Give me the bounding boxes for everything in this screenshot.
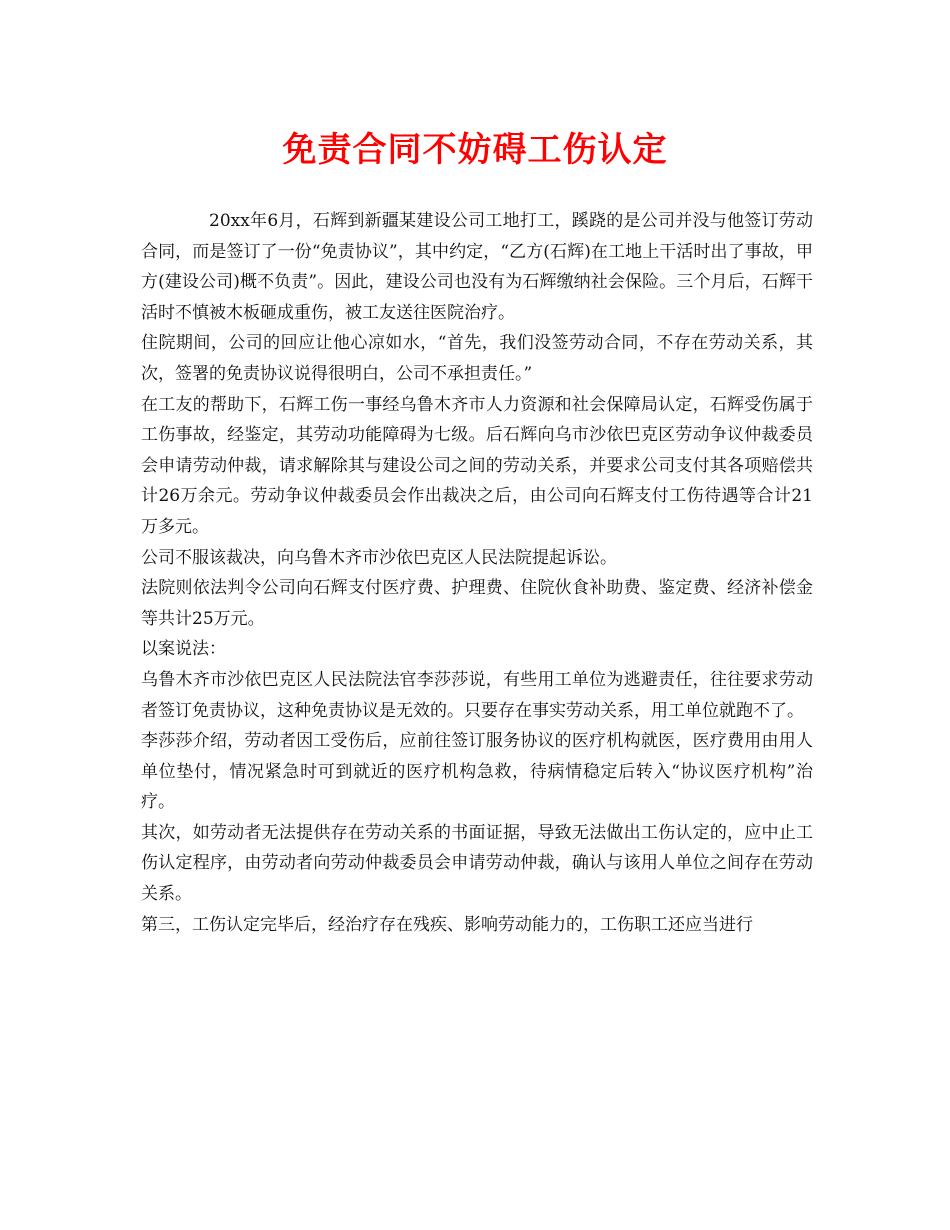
section-heading: 以案说法： [141,639,226,660]
document-title: 免责合同不妨碍工伤认定 [282,130,668,170]
paragraph: 第三，工伤认定完毕后，经治疗存在残疾、影响劳动能力的，工伤职工还应当进行 [141,914,753,935]
paragraph: 乌鲁木齐市沙依巴克区人民法院法官李莎莎说，有些用工单位为逃避责任，往往要求劳动者签订免责协议，这种免责协议是无效的。只要存在事实劳动关系，用工单位就跑不了。 [141,669,813,721]
paragraph: 其次，如劳动者无法提供存在劳动关系的书面证据，导致无法做出工伤认定的，应中止工伤认定程序，由劳动者向劳动仲裁委员会申请劳动仲裁，确认与该用人单位之间存在劳动关系。 [141,822,813,905]
document-body [141,206,813,940]
paragraph: 法院则依法判令公司向石辉支付医疗费、护理费、住院伙食补助费、鉴定费、经济补偿金等共计25万元。 [141,578,813,629]
paragraph: 李莎莎介绍，劳动者因工受伤后，应前往签订服务协议的医疗机构就医，医疗费用由用人单位垫付，情况紧急时可到就近的医疗机构急救，待病情稳定后转入“协议医疗机构”治疗。 [141,731,813,813]
paragraph: 公司不服该裁决，向乌鲁木齐市沙依巴克区人民法院提起诉讼。 [141,547,617,568]
paragraph: 住院期间，公司的回应让他心凉如水，“首先，我们没签劳动合同，不存在劳动关系，其次，签署的免责协议说得很明白，公司不承担责任。” [141,333,813,384]
paragraph: 20xx年6月，石辉到新疆某建设公司工地打工，蹊跷的是公司并没与他签订劳动合同，而是签订了一份“免责协议”，其中约定，“乙方(石辉)在工地上干活时出了事故，甲方(建设公司)概不负责”。因此，建设公司也没有为石辉缴纳社会保险。三个月后，石辉干活时不慎被木板砸成重伤，被工友送往医院治疗。 [141,211,813,323]
paragraph: 在工友的帮助下，石辉工伤一事经乌鲁木齐市人力资源和社会保障局认定，石辉受伤属于工伤事故，经鉴定，其劳动功能障碍为七级。后石辉向乌市沙依巴克区劳动争议仲裁委员会申请劳动仲裁，请求解除其与建设公司之间的劳动关系，并要求公司支付其各项赔偿共计26万余元。劳动争议仲裁委员会作出裁决之后，由公司向石辉支付工伤待遇等合计21万多元。 [141,394,813,537]
